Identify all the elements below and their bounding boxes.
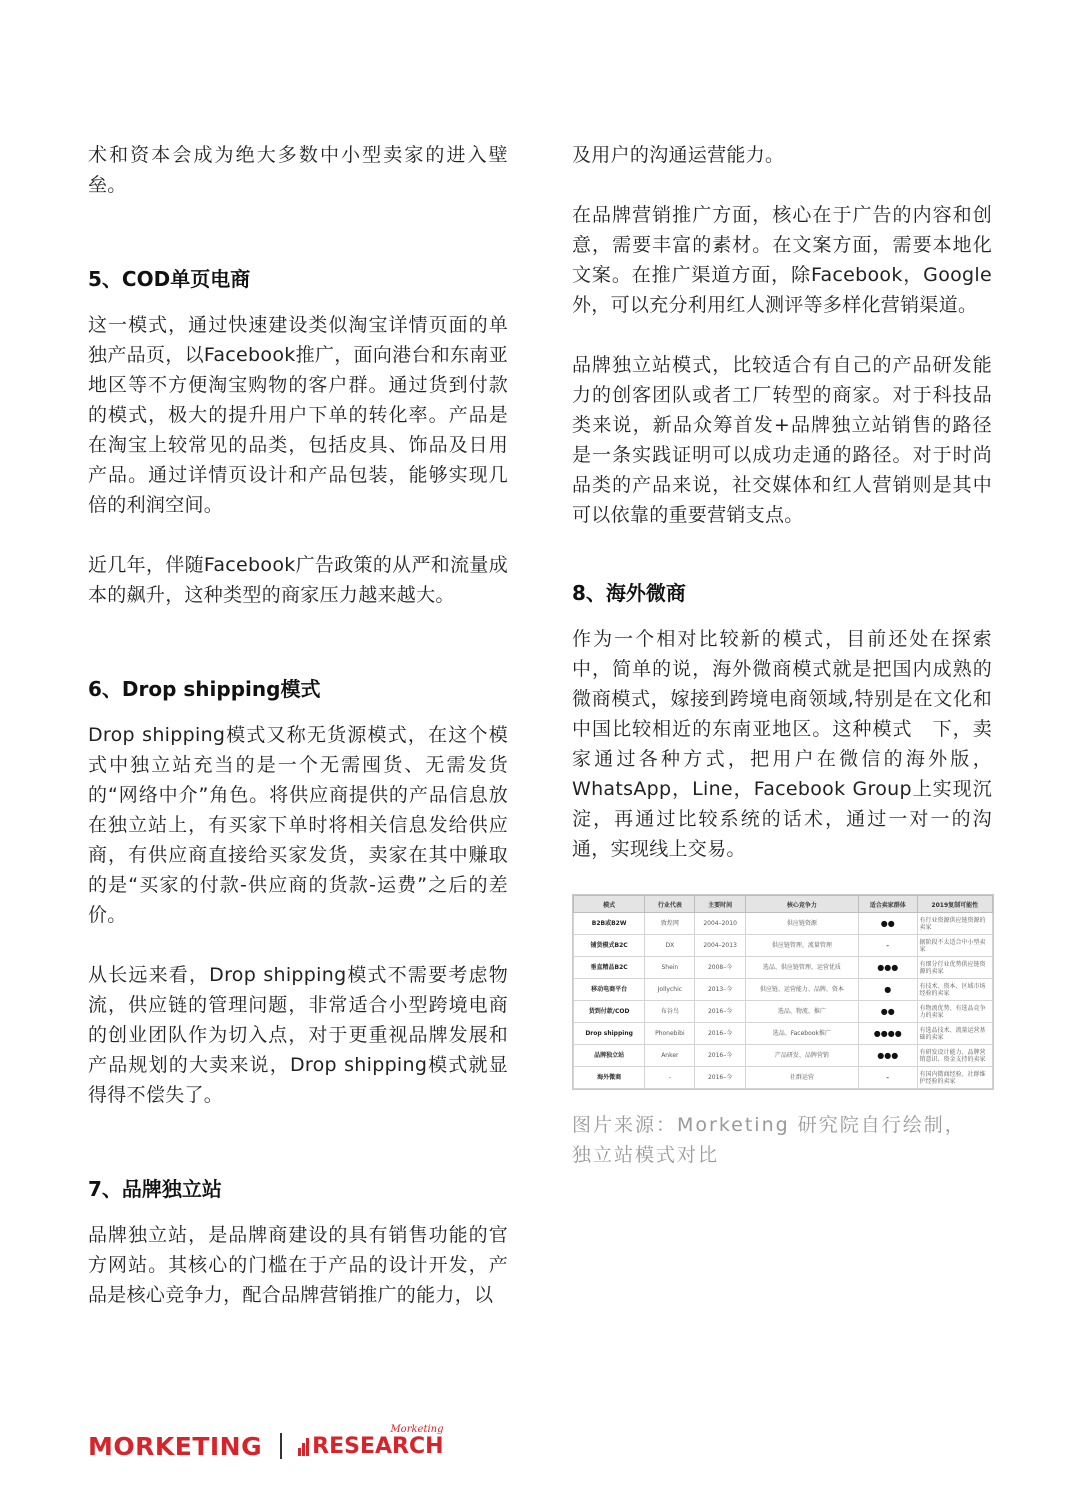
paragraph: 及用户的沟通运营能力。 — [572, 144, 785, 166]
table-cell: Shein — [645, 957, 695, 979]
research-logo-small-text: Morketing — [390, 1423, 444, 1435]
table-header-cell: 适合卖家群体 — [858, 896, 917, 913]
table-cell: 移动电商平台 — [574, 979, 645, 1001]
table-header-cell: 行业代表 — [645, 896, 695, 913]
table-cell: 有选品技术、流量运营基础的卖家 — [917, 1023, 992, 1045]
table-cell: 有国内微商经验、社群维护经验的卖家 — [917, 1067, 992, 1089]
table-cell: 选品、供应链管理、运营优质 — [745, 957, 858, 979]
table-cell: 供应链、运营能力、品牌、资本 — [745, 979, 858, 1001]
table-cell: 货到付款/COD — [574, 1001, 645, 1023]
table-row — [574, 1067, 993, 1089]
table-header-cell: 主要时间 — [695, 896, 745, 913]
table-row — [574, 1001, 993, 1023]
image-caption: 图片来源：Morketing 研究院自行绘制， — [572, 1114, 966, 1136]
section-8-title: 8、海外微商 — [572, 581, 686, 605]
table-cell: 有行业资源供应链资源的卖家 — [917, 913, 992, 935]
paragraph: 这一模式，通过快速建设类似淘宝详情页面的单独产品页，以Facebook推广，面向港台和东南亚地区等不方便淘宝购物的客户群。通过货到付款的模式，极大的提升用户下单的转化率。产品是在淘宝上较常见的品类，包括皮具、饰品及日用产品。通过详情页设计和产品包装，能够实现几倍的利润空间。 — [88, 314, 508, 516]
table-cell: 2013–今 — [695, 979, 745, 1001]
research-logo-text: RESEARCH — [312, 1433, 444, 1459]
table-cell: ●● — [858, 913, 917, 935]
table-cell: 有细分行业优势供应链资源的卖家 — [917, 957, 992, 979]
table-cell: ●●● — [858, 1045, 917, 1067]
table-row — [574, 913, 993, 935]
table-cell: - — [858, 1067, 917, 1089]
table-cell: 2016–今 — [695, 1067, 745, 1089]
table-cell: 有技术、资本、区域市场经验的卖家 — [917, 979, 992, 1001]
table-cell: Phonebibi — [645, 1023, 695, 1045]
table-row — [574, 957, 993, 979]
table-cell: 选品、物流、推广 — [745, 1001, 858, 1023]
table-row — [574, 979, 993, 1001]
paragraph: 作为一个相对比较新的模式，目前还处在探索中，简单的说，海外微商模式就是把国内成熟的微商模式，嫁接到跨境电商领域,特别是在文化和中国比较相近的东南亚地区。这种模式 下，卖家通过各种方式，把用户在微信的海外版，WhatsApp，Line，Facebook Group上实现沉淀，再通过比较系统的话术，通过一对一的沟通，实现线上交易。 — [572, 628, 992, 860]
table-cell: ●● — [858, 1001, 917, 1023]
table-row — [574, 1045, 993, 1067]
table-cell: ●●● — [858, 957, 917, 979]
table-cell: 有物流优势、有选品竞争力的卖家 — [917, 1001, 992, 1023]
table-cell: 2016–今 — [695, 1045, 745, 1067]
table-cell: 有研发设计能力、品牌营销意识、资金支持的卖家 — [917, 1045, 992, 1067]
table-cell: 海外微商 — [574, 1067, 645, 1089]
table-cell: Drop shipping — [574, 1023, 645, 1045]
table-cell: 供应链管理、流量管理 — [745, 935, 858, 957]
comparison-table — [573, 895, 993, 1089]
table-cell: 供应链资源 — [745, 913, 858, 935]
footer-logo — [88, 1423, 444, 1466]
table-cell: 产品研发、品牌营销 — [745, 1045, 858, 1067]
table-cell: - — [858, 935, 917, 957]
table-cell: 据阶段不太适合中小型卖家 — [917, 935, 992, 957]
table-row — [574, 1023, 993, 1045]
table-header-cell: 模式 — [574, 896, 645, 913]
right-column — [572, 140, 992, 1170]
table-cell: 2004–2013 — [695, 935, 745, 957]
table-cell: ●●●● — [858, 1023, 917, 1045]
table-cell: 2016–今 — [695, 1023, 745, 1045]
table-cell: DX — [645, 935, 695, 957]
table-cell: 垂直精品B2C — [574, 957, 645, 979]
morketing-logo: MORKETING — [88, 1431, 263, 1461]
table-cell: B2B或B2W — [574, 913, 645, 935]
section-5-title: 5、COD单页电商 — [88, 267, 251, 291]
table-row — [574, 935, 993, 957]
table-body — [574, 913, 993, 1089]
section-6-title: 6、Drop shipping模式 — [88, 677, 321, 701]
table-cell: 2004–2010 — [695, 913, 745, 935]
table-cell: 品牌独立站 — [574, 1045, 645, 1067]
table-header-cell: 核心竞争力 — [745, 896, 858, 913]
table-header-row — [574, 896, 993, 913]
table-cell: ● — [858, 979, 917, 1001]
paragraph: 近几年，伴随Facebook广告政策的从严和流量成本的飙升，这种类型的商家压力越来越大。 — [88, 554, 508, 606]
research-logo — [298, 1423, 444, 1459]
paragraph: 品牌独立站，是品牌商建设的具有销售功能的官方网站。其核心的门槛在于产品的设计开发，产品是核心竞争力，配合品牌营销推广的能力，以 — [88, 1224, 508, 1306]
table-cell: 布谷鸟 — [645, 1001, 695, 1023]
table-cell: Anker — [645, 1045, 695, 1067]
comparison-table-image — [572, 894, 994, 1090]
table-cell: 敦煌网 — [645, 913, 695, 935]
table-cell: Jollychic — [645, 979, 695, 1001]
table-cell: 铺货模式B2C — [574, 935, 645, 957]
bar-chart-icon — [298, 1436, 310, 1456]
left-column — [88, 140, 508, 1340]
table-cell: - — [645, 1067, 695, 1089]
paragraph: Drop shipping模式又称无货源模式，在这个模式中独立站充当的是一个无需囤货、无需发货的“网络中介”角色。将供应商提供的产品信息放在独立站上，有买家下单时将相关信息发给供应商，有供应商直接给买家发货，卖家在其中赚取的是“买家的付款-供应商的货款-运费”之后的差价。 — [88, 724, 508, 926]
table-header-cell: 2019复制可能性 — [917, 896, 992, 913]
table-cell: 2016–今 — [695, 1001, 745, 1023]
table-cell: 社群运营 — [745, 1067, 858, 1089]
paragraph: 品牌独立站模式，比较适合有自己的产品研发能力的创客团队或者工厂转型的商家。对于科技品类来说，新品众筹首发+品牌独立站销售的路径是一条实践证明可以成功走通的路径。对于时尚品类的产品来说，社交媒体和红人营销则是其中可以依靠的重要营销支点。 — [572, 354, 992, 526]
image-caption-line-2: 独立站模式对比 — [572, 1144, 720, 1166]
table-cell: 选品、Facebook推广 — [745, 1023, 858, 1045]
paragraph: 在品牌营销推广方面，核心在于广告的内容和创意，需要丰富的素材。在文案方面，需要本地化文案。在推广渠道方面，除Facebook，Google外，可以充分利用红人测评等多样化营销渠道。 — [572, 204, 992, 316]
paragraph: 从长远来看，Drop shipping模式不需要考虑物流，供应链的管理问题，非常适合小型跨境电商的创业团队作为切入点，对于更重视品牌发展和产品规划的大卖来说，Drop shipping模式就显得得不偿失了。 — [88, 964, 508, 1106]
section-7-title: 7、品牌独立站 — [88, 1177, 222, 1201]
logo-divider — [280, 1433, 282, 1459]
paragraph: 术和资本会成为绝大多数中小型卖家的进入壁垒。 — [88, 144, 508, 196]
table-cell: 2008–今 — [695, 957, 745, 979]
